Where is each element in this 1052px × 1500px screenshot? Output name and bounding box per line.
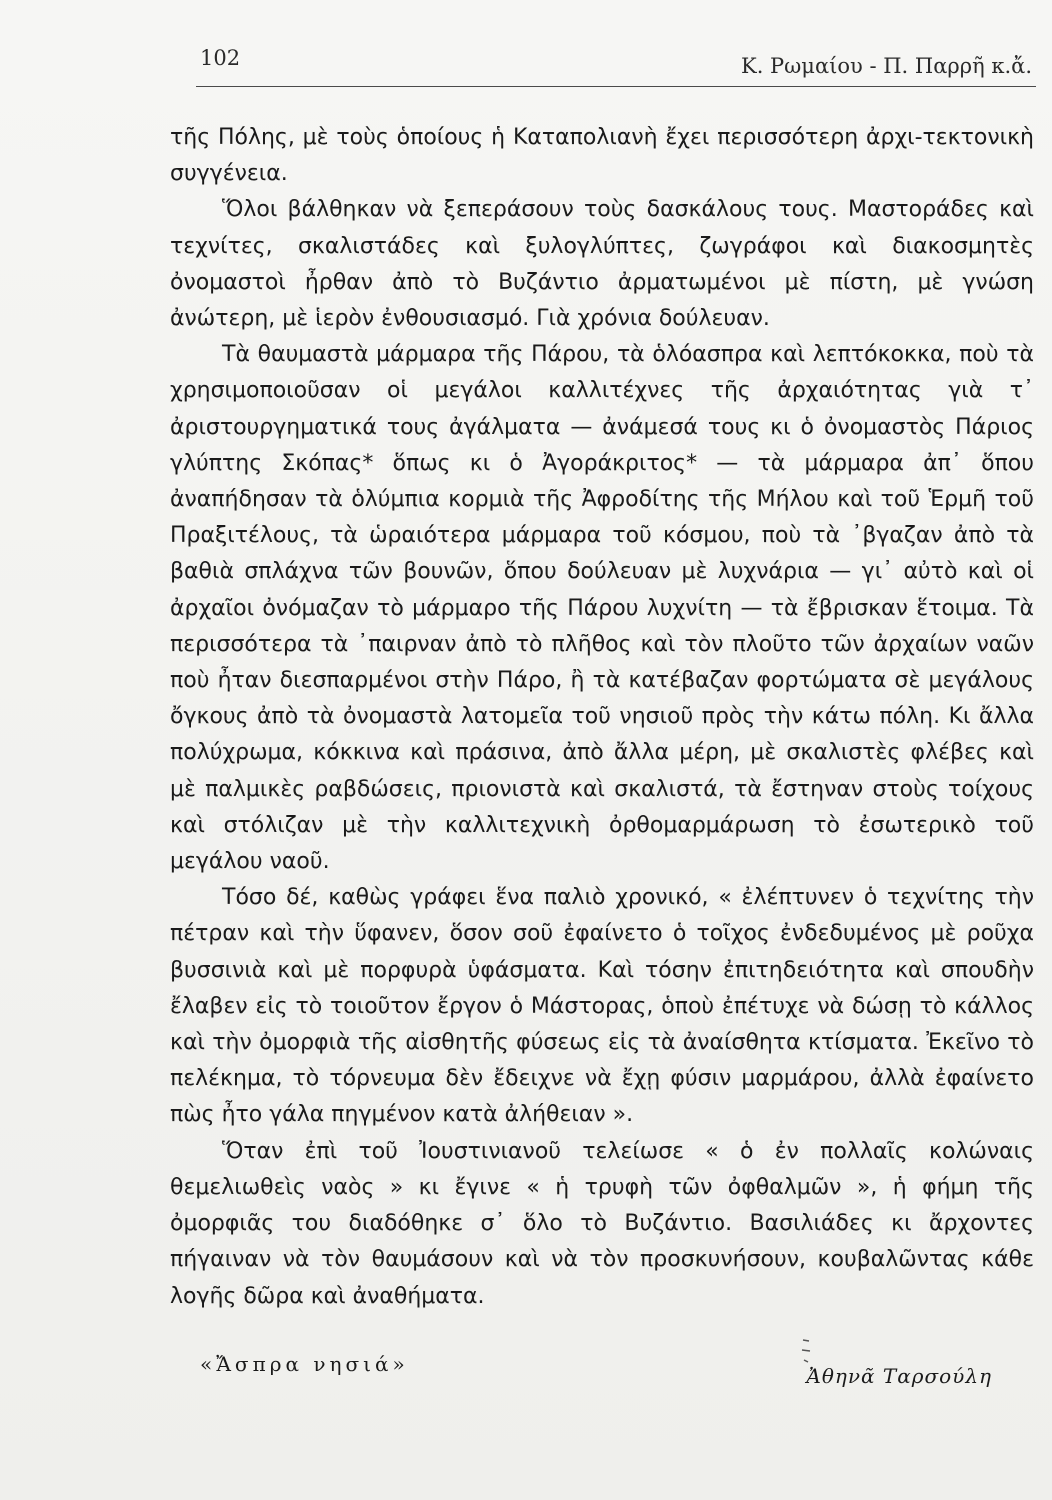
author-name: Ἀθηνᾶ Ταρσούλη	[806, 1364, 992, 1388]
paragraph-3: Τὰ θαυμαστὰ μάρμαρα τῆς Πάρου, τὰ ὁλόασπρα καὶ λεπτόκοκκα, ποὺ τὰ χρησιμοποιοῦσαν οἱ μεγάλοι καλλιτέχνες τῆς ἀρχαιότητας γιὰ τ᾽ ἀριστουργηματικά τους ἀγάλματα — ἀνάμεσά τους κι ὁ ὀνομαστὸς Πάριος γλύπτης Σκόπας* ὅπως κι ὁ Ἀγοράκριτος* — τὰ μάρμαρα ἀπ᾽ ὅπου ἀναπήδησαν τὰ ὁλύμπια κορμιὰ τῆς Ἀφροδίτης τῆς Μήλου καὶ τοῦ Ἑρμῆ τοῦ Πραξιτέλους, τὰ ὡραιότερα μάρμαρα τοῦ κόσμου, ποὺ τὰ ᾽βγαζαν ἀπὸ τὰ βαθιὰ σπλάχνα τῶν βουνῶν, ὅπου δούλευαν μὲ λυχνάρια — γι᾽ αὐτὸ καὶ οἱ ἀρχαῖοι ὀνόμαζαν τὸ μάρμαρο τῆς Πάρου λυχνίτη — τὰ ἔβρισκαν ἕτοιμα. Τὰ περισσότερα τὰ ᾽παιρναν ἀπὸ τὸ πλῆθος καὶ τὸν πλοῦτο τῶν ἀρχαίων ναῶν ποὺ ἦταν διεσπαρμένοι στὴν Πάρο, ἢ τὰ κατέβαζαν φορτώματα σὲ μεγάλους ὄγκους ἀπὸ τὰ ὀνομαστὰ λατομεῖα τοῦ νησιοῦ πρὸς τὴν κάτω πόλη. Κι ἄλλα πολύχρωμα, κόκκινα καὶ πράσινα, ἀπὸ ἄλλα μέρη, μὲ σκαλιστὲς φλέβες καὶ μὲ παλμικὲς ραβδώσεις, πριονιστὰ καὶ σκαλιστά, τὰ ἔστηναν στοὺς τοίχους καὶ στόλιζαν μὲ τὴν καλλιτεχνικὴ ὀρθομαρμάρωση τὸ ἐσωτερικὸ τοῦ μεγάλου ναοῦ.	[170, 342, 1034, 875]
paragraph-4: Τόσο δέ, καθὼς γράφει ἕνα παλιὸ χρονικό, « ἐλέπτυνεν ὁ τεχνίτης τὴν πέτραν καὶ τὴν ὕφανεν, ὅσον σοῦ ἐφαίνετο ὁ τοῖχος ἐνδεδυμένος μὲ ροῦχα βυσσινιὰ καὶ μὲ πορφυρὰ ὑφάσματα. Καὶ τόσην ἐπιτηδειότητα καὶ σπουδὴν ἔλαβεν εἰς τὸ τοιοῦτον ἔργον ὁ Μάστορας, ὁποὺ ἐπέτυχε νὰ δώσῃ τὸ κάλλος καὶ τὴν ὀμορφιὰ τῆς αἰσθητῆς φύσεως εἰς τὰ ἀναίσθητα κτίσματα. Ἐκεῖνο τὸ πελέκημα, τὸ τόρνευμα δὲν ἔδειχνε νὰ ἔχῃ φύσιν μαρμάρου, ἀλλὰ ἐφαίνετο πὼς ἦτο γάλα πηγμένον κατὰ ἀλήθειαν ».	[170, 885, 1034, 1128]
paragraph-2: Ὅλοι βάλθηκαν νὰ ξεπεράσουν τοὺς δασκάλους τους. Μαστοράδες καὶ τεχνίτες, σκαλιστάδες καὶ ξυλογλύπτες, ζωγράφοι καὶ διακοσμητὲς ὀνομαστοὶ ἦρθαν ἀπὸ τὸ Βυζάντιο ἀρματωμένοι μὲ πίστη, μὲ γνώση ἀνώτερη, μὲ ἱερὸν ἐνθουσιασμό. Γιὰ χρόνια δούλευαν.	[170, 197, 1034, 332]
source-title: «Ἄσπρα νησιά»	[200, 1352, 409, 1376]
paragraph-5: Ὅταν ἐπὶ τοῦ Ἰουστινιανοῦ τελείωσε « ὁ ἐν πολλαῖς κολώναις θεμελιωθεὶς ναὸς » κι ἔγινε « ἡ τρυφὴ τῶν ὀφθαλμῶν », ἡ φήμη τῆς ὀμορφιᾶς του διαδόθηκε σ᾽ ὅλο τὸ Βυζάντιο. Βασιλιάδες κι ἄρχοντες πήγαιναν νὰ τὸν θαυμάσουν καὶ νὰ τὸν προσκυνήσουν, κουβαλῶντας κάθε λογῆς δῶρα καὶ ἀναθήματα.	[170, 1138, 1034, 1309]
running-head: Κ. Ρωμαίου - Π. Παρρῆ κ.ἄ.	[741, 54, 1032, 78]
page-footer	[200, 1352, 1036, 1392]
paragraph-1: τῆς Πόλης, μὲ τοὺς ὁποίους ἡ Καταπολιανὴ ἔχει περισσότερη ἀρχι-τεκτονικὴ συγγένεια.	[170, 125, 1034, 187]
page-header	[200, 46, 1036, 86]
header-rule	[196, 86, 1036, 87]
body-text	[170, 120, 1034, 1315]
page-number: 102	[200, 46, 241, 70]
